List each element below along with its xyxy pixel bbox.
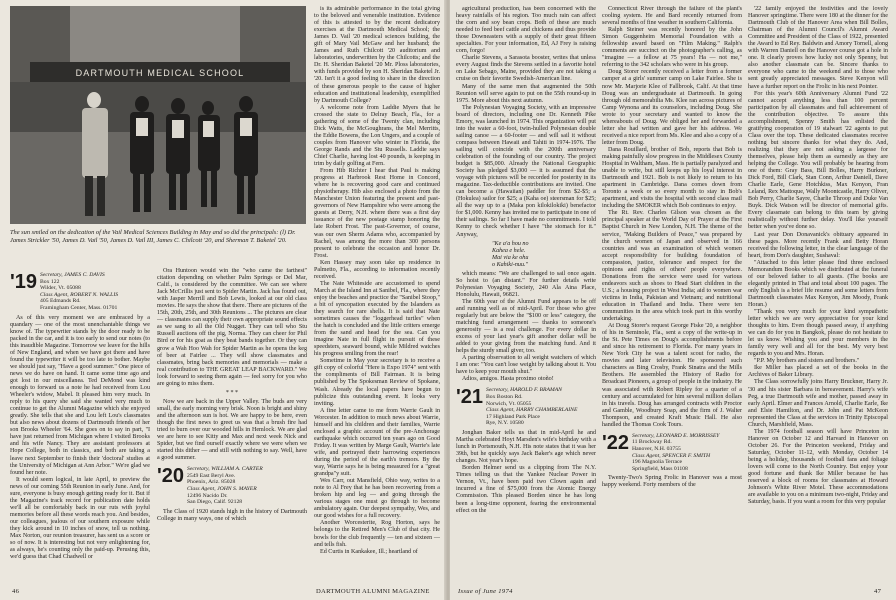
article-paragraph: Connecticut River through the failure of the plant's cooling system. He and Bard recently returned from several months of fine weather in southern California. [602, 6, 742, 27]
class-address-line: 196 Magnolia Terrace [632, 459, 683, 466]
left-column-3 [314, 6, 440, 586]
class-address-line: San Diego, Calif. 92128 [187, 499, 243, 506]
hawaiian-chant [456, 241, 596, 269]
class-info [187, 466, 263, 506]
article-paragraph: It would seem logical, in late April, to preview the news of our coming 55th Reunion in early June. And, for sure, everyone is busy enough getting ready for it. But if the Magazine's track record for publication date holds we'll all be comfortably back in our ruts with joyful memories before all these words reach you. And besides, our colleagues, jealous of our southern exposure while they kick around in 10 inches of snow, tell us nothing. Max Norton, our reunion treasurer, has sent us a score or so of now. It is interesting but not very enlightening for, as always, he's counting only the paid-up. Perusing this, we'd guess that Chad Chadwell or [10, 476, 150, 561]
article-paragraph: Ed Curtis in Kankakee, Ill.; heartland of [320, 548, 418, 555]
class-header-1920 [157, 466, 307, 506]
right-column-2 [602, 6, 742, 586]
class-address-line: Framingham Center, Mass. 01701 [40, 304, 118, 311]
issue-date: Issue of June 1974 [458, 588, 513, 595]
article-paragraph: Twenty-Two's Spring Frolic in Hanover was a most happy weekend. Forty members of the [602, 475, 742, 489]
article-paragraph: Ike Miller has placed a set of the books in the Archives of Baker Library. [748, 365, 888, 379]
right-page [450, 0, 896, 600]
left-column-2 [157, 268, 307, 586]
class-secretary: Secretary, WILLIAM A. CARTER [187, 466, 263, 473]
class-address-line: Springfield, Mass 01108 [632, 465, 688, 472]
article-paragraph: As of this very moment we are embraced by a quandary — one of the most unenchantable things we know of. The typewriter stands by the door ready to be packed in the car, and it is too early to send our notes (to this inaudible Magazine. Tomorrow we leave for the hills of New England, and when we have got there and have found the typewriter it will be too late to bother. Maybe we should just say, "Have a good summer." One piece of news we do have on hand. It came some time ago and got lost in our miscellanea. Ted DeMond was kind enough to forward us a note he had received from Lou Wheeler's widow, Mabel. It pleased him very much. In reply to his query she said she wanted very much to continue to get the Alumni Magazine which she enjoyed greatly. She tells that she and Lou left Lou's classmates but also news about dozens of Dartmouth friends of her son Brooks Wheeler '64. She goes on to say in part, "I have just returned from Michigan where I visited Brooks and his wife Nancy. They are assistant professors at Hope College, both in classics, and both are taking a leave next September to finish their 'doctoral' studies at the University of Michigan at Ann Arbor." We're glad we found her note. [10, 314, 150, 476]
article-paragraph: which means: "We are challenged to sail once again. So hoist to (an distant." For further details write Polynesian Voyaging Society, 240 Ala Aina Place, Honolulu, Hawaii, 96821. [456, 270, 596, 298]
article-paragraph: The 1974 football season will have Princeton in Hanover on October 12 and Harvard in Hanover on October 26. For the Princeton weekend, Friday and Saturday, October 11-12, with Monday, October 14 being a holiday, thousands of football fans and foliage lovers will come to the North Country. But enjoy your good fortune and thank Ike Miller because he has reserved a block of rooms for classmates at Howard Johnson's White River Motel. These accommodations are available to you on a minimum two-night, Friday and Saturday, basis. If you want a room for this very popular [748, 428, 888, 506]
class-info [486, 387, 577, 427]
class-agent: Class Agent, ROBERT N. WALLIS [40, 291, 119, 298]
article-paragraph: Borden Helmer send us a clipping from The N.Y. Times telling us that the Yankee Nuclear Power in Vernon, Vt., have been paid two Clown again and incurred a fine of $75,000 from the Atomic Energy Commission. This pleased Borden since he has long been a long-time opponent, fearing the environmental effect on the [456, 465, 596, 514]
right-page-number: 47 [874, 588, 882, 595]
section-divider: * * * [225, 389, 239, 396]
right-column-3 [748, 6, 888, 586]
dedication-photo [10, 6, 306, 224]
building-sign: DARTMOUTH MEDICAL SCHOOL [75, 68, 245, 78]
class-address-line: Phoenix, Ariz. 85028 [187, 479, 236, 486]
article-paragraph: The 60th year of the Alumni Fund appears to be off and running well as of mid-April. For those who give regularly but are below the "$100 or less" category, the matching fund arrangement — thanks to someone's generosity — is a real challenge. For every dollar in excess of your last year's gift another dollar will be added to your giving from the matching fund. And it helps the sturdy small giver, too. [456, 298, 596, 355]
article-paragraph: From Hib Richter I hear that Paul is making progress at Harbrook Rest Home in Concord, where he is recovering good care and continued physiotherapy. Hib also enclosed a photo from the Manchester Union featuring the present and past-governors of New Hampshire who were among the guests at Derry, N.H. where there was a first day issuance of the new postage stamp honoring the late Robert Frost. The past-Governor, of course, was our own Sherm Adams who, accompanied by Rachel, was among the more than 300 persons present to celebrate the occasion and honor Dr. Frost. [314, 168, 440, 259]
class-address-line: Hanover, N.H. 03755 [632, 446, 681, 452]
article-paragraph: Dana Rouillard, brother of Bob, reports that Bob is making painfully slow progress in the Middlesex County Hospital in Waltham, Mass. He is partially paralyzed and unable to write, but still keeps up his loyal interest in Dartmouth and 1921. Bob is not likely to return to his apartment in Cambridge. Dana comes down from Toronto a week or so every month to stay in Bob's apartment, and visits the hospital with second class mail including the SMOKER which Bob continues to enjoy. [602, 146, 742, 210]
class-address-line: 12496 Nacido Dr. [187, 492, 228, 499]
article-paragraph: For this year's 60th Anniversary Alumni Fund '22 cannot accept anything less than 100 percent participation by all classmates and full achievement of the contribution objective. To assure this accomplishment, Spenny Smith has enlisted the gratifying cooperation of 19 stalwart '22 agents to put Class over the top. These dedicated classmates receive nothing but sincere thanks for what they do. And, realizing that they are not asking a largesse for themselves, please help them as earnestly as they are helping the College. You will probably be hearing from one of them: Gray Bass, Bill Bolles, Harry Burkner, Dick Ford, Bill Clark, Stan Conn, Arthur Daniell, Dave Charlie Earle, Gene Hotchkiss, Max Kenyon, Fran Leland, Rex Mattoque, Wally Moontcastle, Harry Oliver, Bob Perry, Charlie Sayre, Charlie Throop and Duke Van Buyk. Dick Watson will be director of memorial gifts. Every classmate can belong to this team by giving realistically without further delay. You'll like yourself better when you've done so. [748, 90, 888, 231]
article-paragraph: The Polynesian Voyaging Society, with an impressive board of directors, including one Dr. Kenneth Pike Emory, was launched in 1974. This organization will put into the water a 60-foot, twin-hulled Polynesian double sailing canoe — a 60-footer — and will sail it without compass between Hawaii and Tahiti in 1974-1976. The sailing will coincide with the 200th anniversary celebration of the founding of our country. The project budget is $85,000. Already the National Geographic Society has pledged $3,000 — it is assumed that the voyage with pictures will be recorded for posterity in its magazine. Tax-deductible contributions are invited. One can become a (Hawaiian) paddler for from $2-$5; a (Hokulea) sailor for $25; a (Kaha oe) steersman for $25; all the way up to a (Maka pon kilokilokiki) benefactor for $1,000. Kenny has invited me to participate in one of their sailings. So far I have made no commitments. I told Kenny to check whether I have "the stomach for it." Anyway, [456, 104, 596, 238]
class-info [40, 272, 118, 312]
class-secretary: Secretary, HAROLD F. BRAMAN [486, 387, 562, 394]
class-address-line: Rye, N.Y. 10580 [486, 420, 524, 427]
article-paragraph: A parting observation to all weight watchers of which I am one: "You can't lose weight by talking about it. You have to keep your mouth shut." [456, 355, 596, 376]
right-column-1 [456, 6, 596, 586]
class-secretary: Secretary, JAMES C. DAVIS [40, 272, 105, 278]
article-paragraph: Ralph Steiner was recently honored by the John Simon Guggenheim Memorial Foundation with a fellowship award based on "Film Making." Ralph's comments are succinct on the photographer's calling, as "imagine — a fellow at 75 years! Ha — not me," referring to the 342 scholars who were in his group. [602, 27, 742, 69]
article-paragraph: A welcome note from Laddie Myers that he crossed the state to Delray Beach, Fla., for a gathering of some of the Twenty clan, including Dick Watts, the McGoughrans, the Mel Merritts, the Eddie Bowens, the Lon Ungers, and a couple of couples from Hanover who winter in Florida, the George Rands and the Stu Russells. Laddie says Chief Charlie, having lost 40 pounds, is keeping in trim by daily golfing at Fern. [314, 104, 440, 168]
chant-line: Kahea e hele. [492, 247, 526, 254]
article-paragraph: Jonghan Baker tells us that in mid-April he and Martha celebrated Hoyt Marsden's wife's birthday with a lunch in Portsmouth, N.H. His note states that it was her 39th, but he quickly says Jack Baker's age which never changes. Not year's hope. [456, 430, 596, 465]
class-address-line: Norwich, Vt. 05055 [486, 400, 532, 407]
class-header-1922 [602, 433, 742, 473]
class-address-line: Box 122 [40, 278, 60, 285]
class-agent: Class Agent, HARRY CHAMBERLAINE [486, 407, 578, 414]
left-page-number: 46 [12, 588, 20, 595]
class-header-1921 [456, 387, 596, 427]
article-paragraph: "P.P. My brothers and sisters and brothers." [754, 358, 860, 365]
dedication-photo-image [10, 6, 306, 224]
article-paragraph: "Thank you very much for your kind sympathetic letter which we are very appreciative for your kind thoughts to him. Even though passed away, if anything we can do for you in Bangkok, please do not hesitate to let us know. Wishing you and your members in the family very well and all for the best. My very best regards to you and Mrs. Horan. [748, 309, 888, 358]
class-address-line: 11 Brockway Rd. [632, 439, 672, 446]
class-year: '22 [602, 431, 630, 454]
class-info [632, 433, 719, 473]
article-paragraph: '22 family enjoyed the festivities and the lovely Hanover springtime. There were 180 at the dinner for the Dartmouth Club of the Hanover Area when Bill Bolles, Chairman of the Alumni Council's Alumni Award Committee and President of the Class of 1922, presented the Award to Ed Rey. Baldwin and Amory Tornell, along with Warren Daniell on the Hanover course got a hole in one. It clearly proves how lucky not only Spenny, but also another classmate can be. Sincere thanks to everyone who came to the weekend and to those who sent greatly appreciated messages. Steve Kenyon will have a further report on the Frolic in his next Pointer. [748, 6, 888, 90]
class-year: '19 [10, 271, 38, 293]
chant-line: o Kahiki-nuu." [492, 261, 529, 268]
chant-line: Mai via ke ohu [492, 254, 529, 261]
article-paragraph: Ora Huntoon would win the "who came the farthest" citation depending on whether Palm Springs or Del Mar, Calif., is considered by the committee. We can see where Jack McCrillis just sent to Spider Martin. Jack has found out, with Jasper Merrill and Bob Lewis, looked at our old class movies. He says the show that there. There are pictures of the 15th, 20th, 25th, and 30th Reunions ... The pictures are clear — classmates can supply their own appropriate sound effects as we sang to all the Old Nugget. They can tell who Stu Russell auctions off the pig, Norma. They can cheer for Phil Bird or for his goat as they beat bands together. Or they can grow a Wah Hoo Wah for Spider Martin as he opens the keg of beer at Fairlee ... They will show classmates and classmates, bring back memories and memorials — make a real contribution to THE GREAT LEAP BACKWARD." We look forward to seeing them again — feel sorry for you who are going to miss them. [157, 268, 307, 387]
article-paragraph: The Class of 1920 stands high in the history of Dartmouth College in many ways, one of which [157, 508, 307, 522]
class-secretary: Secretary, LEONARD E. MORRISSEY [632, 432, 720, 439]
article-paragraph: Doug Storer recently received a letter from a former camper at a girls' summer camp on Lake Fairlee. She is now Mr. Marjorie Klee of Fallbrook, Calif. At that time Doug was an undergraduate at Dartmouth. In going through old memorabilia Ms. Klee ran across pictures of Camp Wynona and its counselors, including Doug. She wrote to your secretary and wanted to know the whereabouts of Doug. We obliged her and forwarded a letter she had written and gave her his address. We received a nice report from Ms. Klee and also a copy of a letter from Doug. [602, 69, 742, 146]
article-paragraph: Last year Don Donavanick's obituary appeared in these pages. More recently Frank and Betty Horan received the following letter, in the clear language of the heart, from Don's daughter, Sushaval: [748, 231, 888, 259]
article-paragraph: At Doug Storer's request George Fiske '20, a neighbor of his in Seminole, Fla., sent a copy of the write-up in the St. Pete Times on Doug's accomplishments before and since his retirement to Florida. For many years in New York City he was a talent scout for radio, the movies and later television. He sponsored such characters as Bing Crosby, Frank Sinatra and the Mills Brothers. He assembled the History of Radio for Broadcast Pioneers, a group of people in the industry. He was associated with Robert Ripley for a quarter of a century and accumulated for him several million dollars in his travels. Doug has arranged contracts with Proctor and Gamble, Woodbury Soap, and the firm of J. Walter Thompson, and created Kraft Music Hall. He also handled the Thomas Cook Tours. [602, 323, 742, 428]
article-paragraph: The Class sorrowfully joins Harry Bruckner, Harry Jr. '30 and his sister Barbara in bereavement. Harry's wife Peg, a true Dartmouth wife and mother, passed away in early April. Elmer and Frances Arnold, Charlie Earle, Ike and Elsie Hamilton, and Dr. John and Pat McKeon represented the Class at the services in Trinity Episcopal Church, Marshfield, Mass. [748, 379, 888, 428]
left-page [0, 0, 446, 600]
article-paragraph: The Rt. Rev. Charles Gilson was chosen as the principal speaker at the World Day of Prayer at the First Baptist Church in New London, N.H. The theme of the service, "Making Builders of Peace," was prepared by the church women of Japan and observed in 166 countries and was an examination of which women accept responsibility for building foundation of compassion, justice, tolerance and respect for the opinions and rights of others' people everywhere. Donations from the service were used for various endeavors such as shoes to Head Start children in the U.S.; a housing project in West India; aid to women war victims in India, Pakistan and Vietnam; and nutritional education in Thailand and India. There were ten communities in the area which took part in this worthy undertaking. [602, 210, 742, 323]
article-paragraph: "Attached to this letter please find three enclosed Memorandum Books which we distributed at the funeral of our beloved father to all guests. (The books are elegantly printed in Thai and total about 100 pages. The only English is a brief life resume and some letters from Dartmouth classmates Max Kenyon, Jim Moody, Frank Horan.) [748, 259, 888, 308]
chant-line: "Ke a'a hou no [492, 240, 529, 247]
class-agent: Class Agent, JOHN S. MAYER [187, 486, 257, 493]
class-agent: Class Agent, SPENCER F. SMITH [632, 452, 711, 459]
article-paragraph: Sometime in May your secretary is to receive a gift copy of colorful "Here is Expo 1974" sent with the compliments of Bill Fairman. It is being published by The Spokesman Review of Spokane, Wash. Already the local papers have begun to publicize this outstanding event. It looks very inviting. [314, 358, 440, 407]
class-address-line: 405 Edmands Rd. [40, 298, 81, 305]
article-paragraph: The Nate Whiteside are accustomed to spend March at the Island Inn at Sanibel, Fla., where they enjoy the beaches and practice the "Sanibel Stoop," a bit of syncopation executed by the Islanders as they search for rare shells. It is said that Nate sometimes causes the "loggerhead turtles" when the hatch is concluded and the little critters emerge from the sand and head for the sea. Can you imagine Nate in full flight in pursuit of these speedsters, seaward bound, while Mildred watches his progress smiling from the rear! [314, 280, 440, 358]
article-paragraph: A fine letter came to me from Warrie Gault in Worcester. In addition to much news about Warrie, himself and his children and their families, Warrie enclosed a graphic account of the pre-Anchorage earthquake which occurred ten years ago on Good Friday. It was written by Marge Gault, Warrie's late wife, and portrayed their harrowing experiences during the period of the earth's tremors. By the way, Warrie says he is being measured for a "great grandpa"y suit. [314, 407, 440, 478]
article-paragraph: Another Worcesterite, Rog Horton, says he belongs to the Retired Men's Club of that city. He bowls for the club frequently — ten and sixteen — and tells fish. [314, 520, 440, 548]
class-address-line: 17 Highland Park Place [486, 413, 540, 420]
article-paragraph: Now we are back in the Upper Valley. The buds are very small, the early morning very brisk. Noon is bright and shiny and the afternoon sun is hot. We are happy to be here, even though the first news to greet us was that a brush fire had tried to burn over our wooded hills in Hemlock. We are glad we are here to see Kitty and Max and next week Nick and Spider, but we find ourself exactly where we were when we started this dither — and still with nothing to say. Well, have a good summer. [157, 398, 307, 462]
magazine-title: DARTMOUTH ALUMNI MAGAZINE [316, 588, 430, 595]
photo-caption: The sun smiled on the dedication of the Vail Medical Sciences Building in May and so did the principals: (l) Dr. James Strickler '50, James D. Vail '50, James D. Vail III, James C. Chilcott '20, and Sherman T. Baketel '20. [10, 229, 296, 244]
article-paragraph: Ken Hassey may soon take up residence in Palmetto, Fla., according to information recently received. [314, 259, 440, 280]
class-year: '20 [157, 465, 185, 488]
class-header-1919 [10, 272, 150, 312]
article-paragraph: Wes Carr, out Mansfield, Ohio way, writes to a note to Al Frey that he has been recovering from a broken hip and leg — and going through the various stages one must go through to become ambulatory again. Our deepest sympathy, Wes, and our good wishes for a full recovery. [314, 478, 440, 520]
article-paragraph: Adios, amigos. Hasta proximo otoño! [462, 376, 554, 383]
article-paragraph: Many of the same men that augmented the 50th Reunion will serve again to put on the 55th round-up in 1975. More about this next autumn. [456, 83, 596, 104]
class-address-line: Box Boston Rd. [486, 394, 523, 401]
left-column-1 [10, 268, 150, 586]
class-address-line: Wilder, Vt. 05088 [40, 285, 81, 292]
class-address-line: 2549 East Beryl Ave. [187, 472, 236, 479]
class-year: '21 [456, 386, 484, 409]
article-paragraph: is its admirable performance in the total giving to the beloved and venerable institution. Evidence of this is attested to by the recent dedicatory exercises at the Dartmouth Medical School; the James D. Vail '20 medical sciences building, the gift of Mary Vail McGaw and her husband; the James and Ruth Chilcott '20 auditorium and laboratories, underwritten by the Chilcotts; and the Dr. H. Sheridan Baketel '20 Mr. Ploss laboratories, with funds provided by son H. Sheridan Baketel Jr. '20. Isn't it a good feeling to share in the direction of these generous people to the cause of higher education and institutional leadership, exemplified by Dartmouth College? [314, 6, 440, 104]
article-paragraph: Charlie Stevens, a Sarasota booster, writes that unless every August finds the Stevens settled in a favorite hotel on Lake Sebago, Maine, provided they are not taking a cruise on their favorite Swedish-American line. [456, 55, 596, 83]
article-paragraph: agricultural production, has been concerned with the heavy rainfalls of his region. Too much rain can affect the corn and soy bean crops. Both of these are much needed to feed beef cattle and chickens and thus provide those Downeasters with a supply of their great fifteen specialties. For your information, Ed, AJ Frey is raising corn, forgo! [456, 6, 596, 55]
